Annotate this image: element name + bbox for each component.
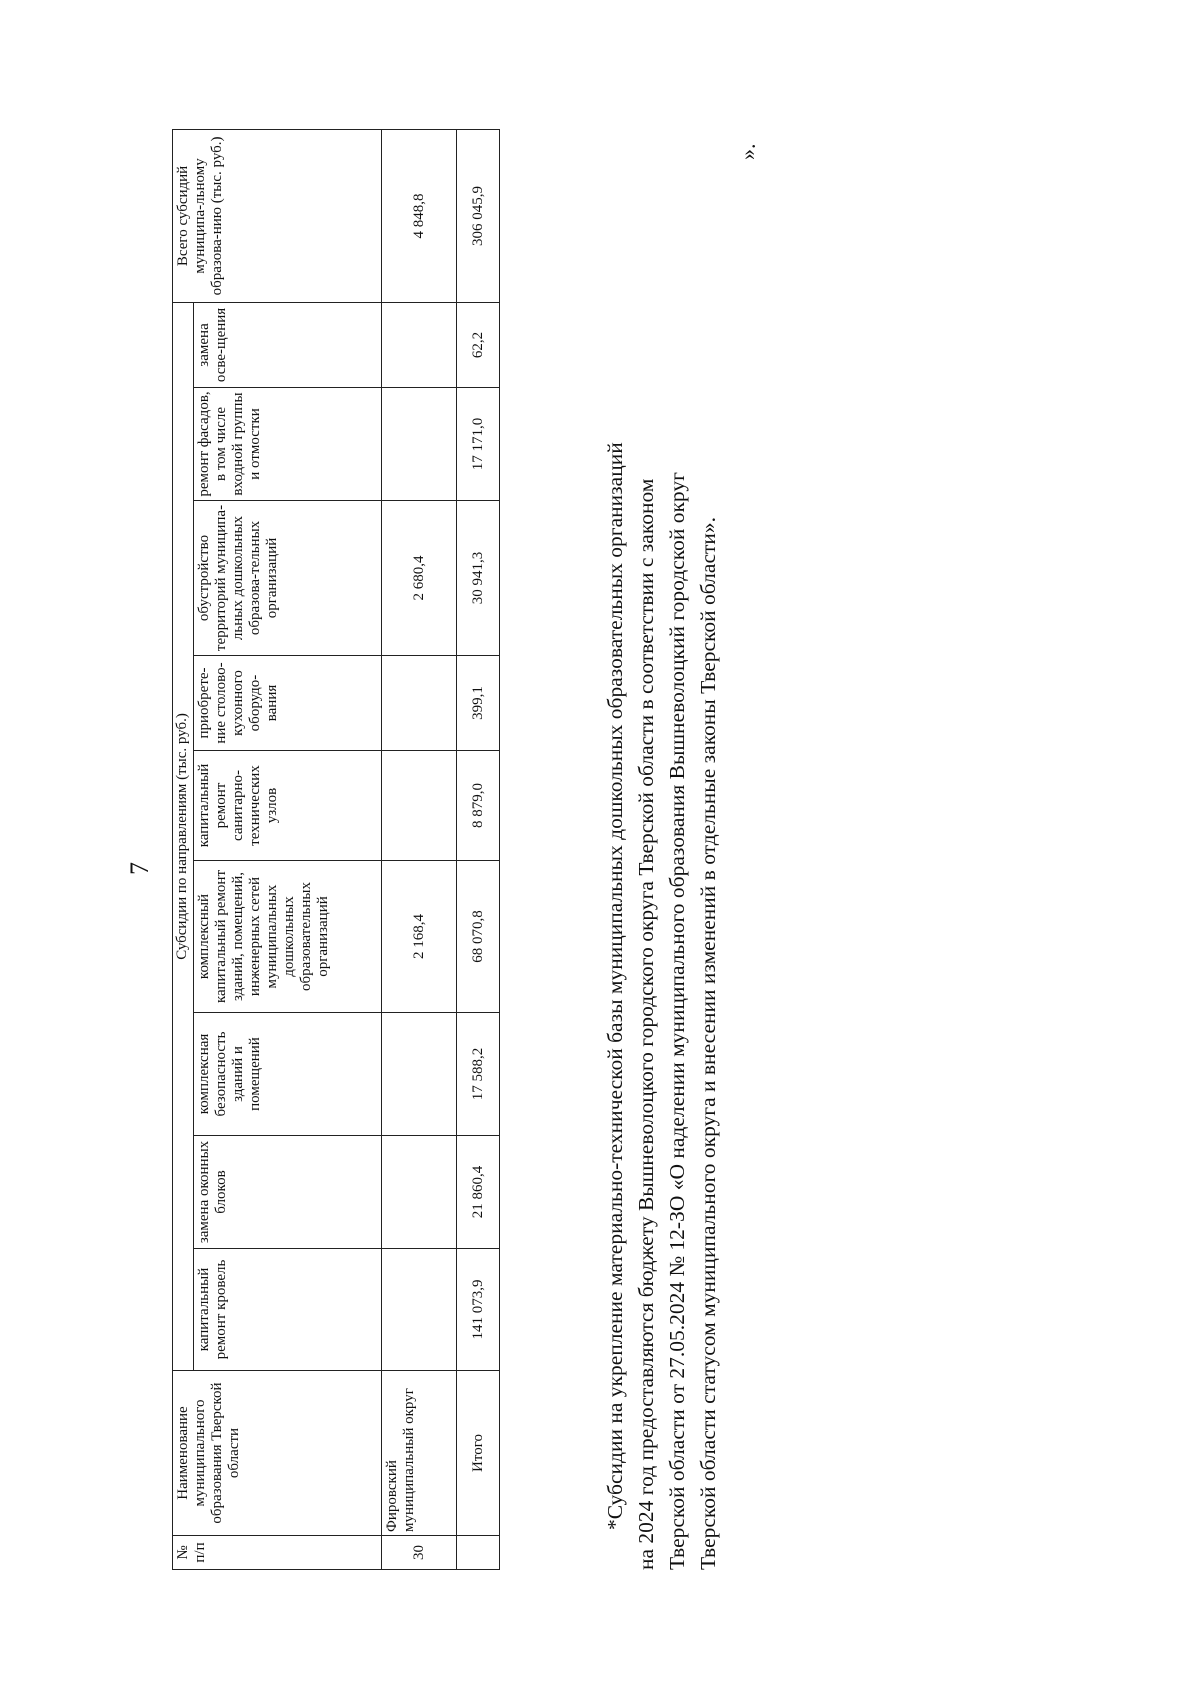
header-row-1 [173, 129, 194, 1569]
row-value [382, 1136, 457, 1249]
totals-value: 17 588,2 [457, 1013, 500, 1136]
footnote [600, 125, 724, 1570]
totals-value: 8 879,0 [457, 751, 500, 861]
row-value [382, 751, 457, 861]
subsidy-table [172, 129, 500, 1570]
header-col-territory: обустройство территорий муниципа-льных дошкольных образова-тельных организаций [194, 501, 382, 656]
row-value [382, 302, 457, 387]
footnote-line: на 2024 год предоставляются бюджету Вышневолоцкого городского округа Тверской области в соответствии с законом [634, 478, 658, 1570]
footnote-line: *Субсидии на укрепление материально-технической базы муниципальных дошкольных образовательных организаций [603, 442, 627, 1530]
table-row [382, 129, 457, 1569]
totals-value: 62,2 [457, 302, 500, 387]
row-value [382, 656, 457, 751]
row-value: 2 168,4 [382, 861, 457, 1013]
row-value [382, 1249, 457, 1371]
header-row-2 [194, 129, 382, 1569]
totals-empty-cell [457, 1536, 500, 1570]
totals-value: 21 860,4 [457, 1136, 500, 1249]
row-value [382, 388, 457, 501]
totals-value: 399,1 [457, 656, 500, 751]
header-col-security: комплексная безопасность зданий и помещений [194, 1013, 382, 1136]
row-value: 2 680,4 [382, 501, 457, 656]
header-total: Всего субсидий муниципа-льному образова-нию (тыс. руб.) [173, 129, 382, 302]
header-col-roof: капитальный ремонт кровель [194, 1249, 382, 1371]
footnote-line: Тверской области статусом муниципального округа и внесении изменений в отдельные законы Тверской области». [696, 516, 720, 1570]
page-number: 7 [125, 862, 154, 875]
row-value [382, 1013, 457, 1136]
closing-quote: ». [735, 143, 760, 160]
header-col-sanitary: капитальный ремонт санитарно-технических узлов [194, 751, 382, 861]
totals-label: Итого [457, 1371, 500, 1536]
header-name: Наименование муниципального образования Тверской области [173, 1371, 382, 1536]
totals-value: 30 941,3 [457, 501, 500, 656]
header-no: № п/п [173, 1536, 382, 1570]
row-total: 4 848,8 [382, 129, 457, 302]
header-col-lighting: замена осве-щения [194, 302, 382, 387]
header-group: Субсидии по направлениям (тыс. руб.) [173, 302, 194, 1370]
row-number: 30 [382, 1536, 457, 1570]
totals-value: 141 073,9 [457, 1249, 500, 1371]
header-col-complex-repair: комплексный капитальный ремонт зданий, помещений, инженерных сетей муниципальных дошкольных образовательных организаций [194, 861, 382, 1013]
row-name: Фировский муниципальный округ [382, 1371, 457, 1536]
footnote-line: Тверской области от 27.05.2024 № 12-ЗО «О наделении муниципального образования Вышневолоцкий городской округ [665, 472, 689, 1570]
totals-value: 17 171,0 [457, 388, 500, 501]
header-col-windows: замена оконных блоков [194, 1136, 382, 1249]
header-col-facade: ремонт фасадов, в том числе входной группы и отмостки [194, 388, 382, 501]
header-col-kitchen: приобрете-ние столово-кухонного оборудо-вания [194, 656, 382, 751]
totals-row [457, 129, 500, 1569]
totals-value: 68 070,8 [457, 861, 500, 1013]
totals-grand-total: 306 045,9 [457, 129, 500, 302]
